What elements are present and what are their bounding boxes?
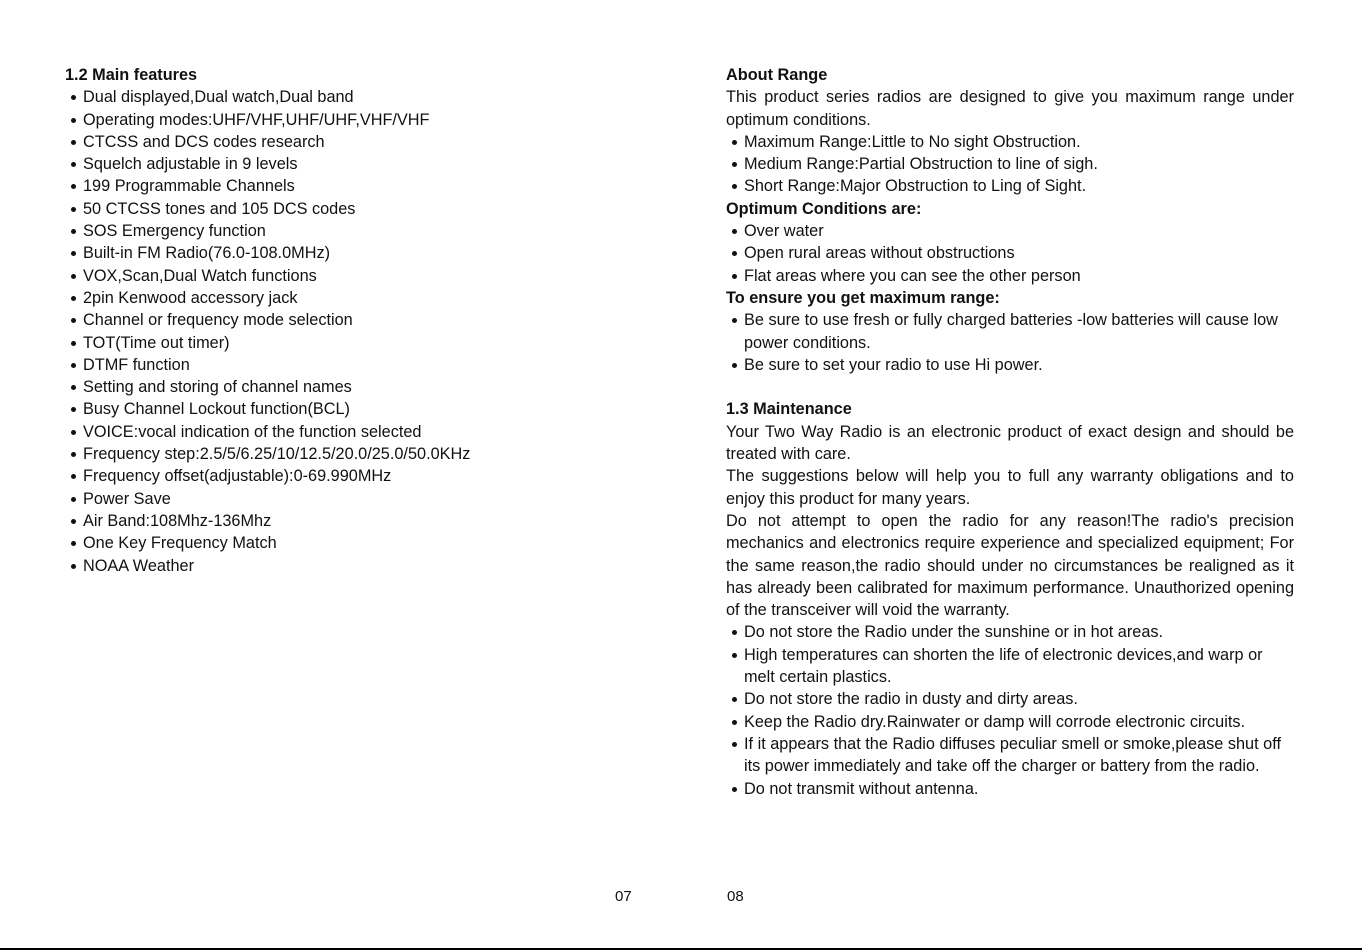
list-item: 50 CTCSS tones and 105 DCS codes: [65, 198, 625, 220]
list-item: Power Save: [65, 488, 625, 510]
optimum-conditions-heading: Optimum Conditions are:: [726, 199, 922, 218]
range-intro: This product series radios are designed to give you maximum range under optimum conditions.: [726, 88, 1294, 129]
maintenance-list: [726, 621, 1294, 799]
right-page: [726, 64, 1294, 800]
list-item: Be sure to use fresh or fully charged batteries -low batteries will cause low power conditions.: [726, 309, 1294, 354]
list-item: CTCSS and DCS codes research: [65, 131, 625, 153]
list-item: Dual displayed,Dual watch,Dual band: [65, 86, 625, 108]
list-item: Do not transmit without antenna.: [726, 778, 1294, 800]
bottom-border: [0, 948, 1362, 950]
list-item: DTMF function: [65, 354, 625, 376]
features-list: [65, 86, 625, 577]
optimum-list: [726, 220, 1294, 287]
list-item: Air Band:108Mhz-136Mhz: [65, 510, 625, 532]
list-item: Flat areas where you can see the other person: [726, 265, 1294, 287]
about-range-heading: About Range: [726, 66, 828, 84]
list-item: High temperatures can shorten the life of electronic devices,and warp or melt certain plastics.: [726, 644, 1294, 689]
list-item: Medium Range:Partial Obstruction to line of sigh.: [726, 153, 1294, 175]
list-item: 199 Programmable Channels: [65, 175, 625, 197]
ensure-range-heading: To ensure you get maximum range:: [726, 288, 1000, 307]
list-item: Squelch adjustable in 9 levels: [65, 153, 625, 175]
left-page: [65, 64, 625, 577]
list-item: SOS Emergency function: [65, 220, 625, 242]
page-number-right: 08: [727, 888, 744, 905]
list-item: Keep the Radio dry.Rainwater or damp will corrode electronic circuits.: [726, 711, 1294, 733]
list-item: Frequency step:2.5/5/6.25/10/12.5/20.0/25.0/50.0KHz: [65, 443, 625, 465]
list-item: Do not store the Radio under the sunshine or in hot areas.: [726, 621, 1294, 643]
list-item: Operating modes:UHF/VHF,UHF/UHF,VHF/VHF: [65, 109, 625, 131]
list-item: Maximum Range:Little to No sight Obstruction.: [726, 131, 1294, 153]
maintenance-paragraph: Do not attempt to open the radio for any reason!The radio's precision mechanics and electronics require experience and specialized equipment; For the same reason,the radio should under no circumstances be realigned as it has already been calibrated for maximum performance. Unauthorized opening of the transceiver will void the warranty.: [726, 511, 1294, 620]
list-item: Do not store the radio in dusty and dirty areas.: [726, 688, 1294, 710]
range-list: [726, 131, 1294, 198]
list-item: If it appears that the Radio diffuses peculiar smell or smoke,please shut off its power immediately and take off the charger or battery from the radio.: [726, 733, 1294, 778]
list-item: Setting and storing of channel names: [65, 376, 625, 398]
list-item: One Key Frequency Match: [65, 532, 625, 554]
list-item: Frequency offset(adjustable):0-69.990MHz: [65, 465, 625, 487]
list-item: Over water: [726, 220, 1294, 242]
list-item: VOICE:vocal indication of the function selected: [65, 421, 625, 443]
list-item: Built-in FM Radio(76.0-108.0MHz): [65, 242, 625, 264]
list-item: NOAA Weather: [65, 555, 625, 577]
ensure-list: [726, 309, 1294, 376]
list-item: 2pin Kenwood accessory jack: [65, 287, 625, 309]
list-item: VOX,Scan,Dual Watch functions: [65, 265, 625, 287]
main-features-heading: 1.2 Main features: [65, 66, 198, 84]
page-number-left: 07: [615, 888, 632, 905]
list-item: Open rural areas without obstructions: [726, 242, 1294, 264]
list-item: Short Range:Major Obstruction to Ling of Sight.: [726, 175, 1294, 197]
maintenance-heading: 1.3 Maintenance: [726, 400, 852, 419]
maintenance-paragraph: The suggestions below will help you to full any warranty obligations and to enjoy this product for many years.: [726, 467, 1294, 508]
list-item: Channel or frequency mode selection: [65, 309, 625, 331]
list-item: Be sure to set your radio to use Hi power.: [726, 354, 1294, 376]
list-item: TOT(Time out timer): [65, 332, 625, 354]
list-item: Busy Channel Lockout function(BCL): [65, 398, 625, 420]
section-spacer: [726, 376, 1294, 398]
maintenance-paragraph: Your Two Way Radio is an electronic product of exact design and should be treated with care.: [726, 422, 1294, 464]
